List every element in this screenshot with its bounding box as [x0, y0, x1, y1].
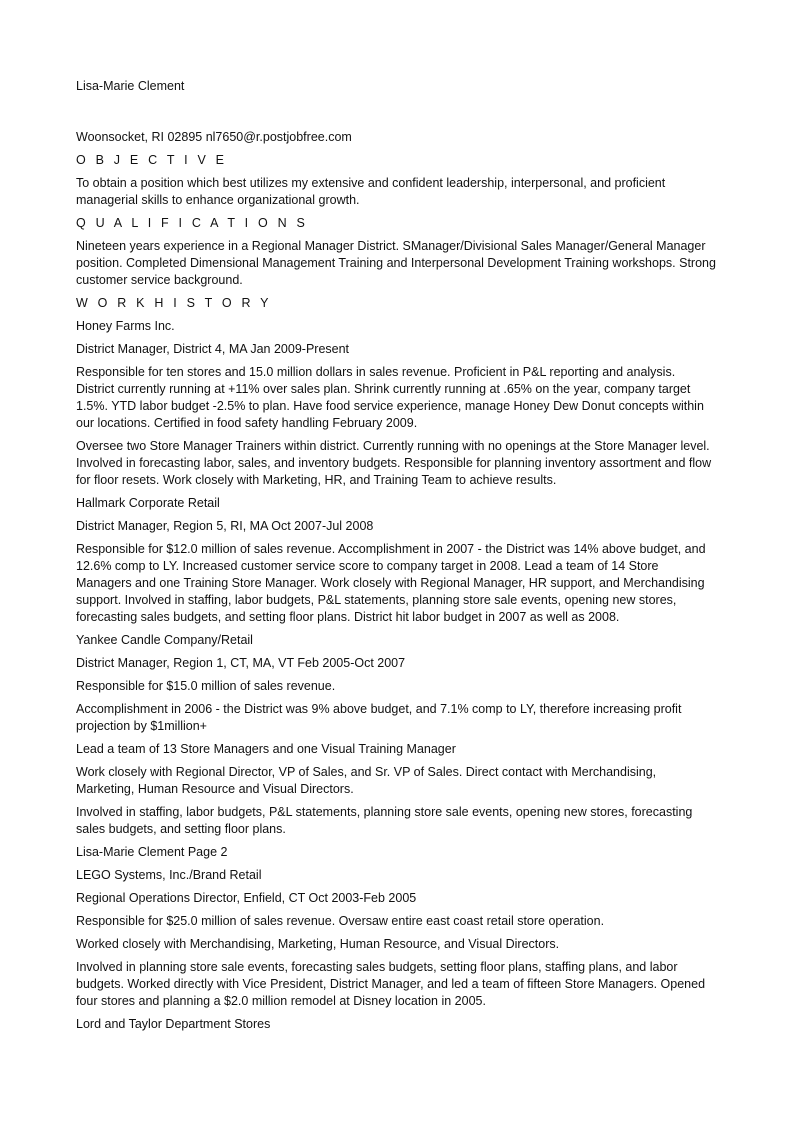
- work-history-line: Involved in planning store sale events, forecasting sales budgets, setting floor plans, staffing plans, and labor budgets. Worked directly with Vice President, District Manager, and led a team of fifteen Store Managers. Opened four stores and planning a $2.0 million remodel at Disney location in 2005.: [76, 960, 706, 1008]
- work-history-line: District Manager, Region 5, RI, MA Oct 2007-Jul 2008: [76, 519, 374, 533]
- work-history-line: District Manager, District 4, MA Jan 2009-Present: [76, 342, 350, 356]
- work-history-line: Lord and Taylor Department Stores: [76, 1017, 271, 1031]
- qualifications-text: Nineteen years experience in a Regional Manager District. SManager/Divisional Sales Manager/General Manager position. Completed Dimensional Management Training and Interpersonal Development Training workshops. Strong customer service background.: [76, 239, 716, 287]
- work-history-line: District Manager, Region 1, CT, MA, VT Feb 2005-Oct 2007: [76, 656, 406, 670]
- work-history-line: Responsible for ten stores and 15.0 million dollars in sales revenue. Proficient in P&L reporting and analysis. District currently running at +11% over sales plan. Shrink currently running at .65% on the year, company target 1.5%. YTD labor budget -2.5% to plan. Have food service experience, manage Honey Dew Donut concepts within our locations. Certified in food safety handling February 2009.: [76, 365, 704, 430]
- work-history-line: Lead a team of 13 Store Managers and one Visual Training Manager: [76, 742, 456, 756]
- work-history-list: [76, 318, 716, 1033]
- work-history-line: Responsible for $25.0 million of sales revenue. Oversaw entire east coast retail store operation.: [76, 914, 605, 928]
- objective-text: To obtain a position which best utilizes my extensive and confident leadership, interpersonal, and proficient managerial skills to enhance organizational growth.: [76, 176, 666, 207]
- work-history-line: Yankee Candle Company/Retail: [76, 633, 253, 647]
- work-history-line: Work closely with Regional Director, VP of Sales, and Sr. VP of Sales. Direct contact with Merchandising, Marketing, Human Resource and Visual Directors.: [76, 765, 657, 796]
- work-history-line: LEGO Systems, Inc./Brand Retail: [76, 868, 262, 882]
- work-history-line: Responsible for $12.0 million of sales revenue. Accomplishment in 2007 - the District was 14% above budget, and 12.6% comp to LY. Increased customer service score to company target in 2008. Lead a team of 14 Store Managers and one Training Store Manager. Work closely with Regional Manager, HR support, and Merchandising support. Involved in staffing, labor budgets, P&L statements, planning store sale events, opening new stores, forecasting sales budgets, and setting floor plans. District hit labor budget in 2007 as well as 2008.: [76, 542, 706, 624]
- work-history-line: Honey Farms Inc.: [76, 319, 175, 333]
- candidate-name: Lisa-Marie Clement: [76, 79, 185, 93]
- work-history-line: Worked closely with Merchandising, Marketing, Human Resource, and Visual Directors.: [76, 937, 560, 951]
- work-history-line: Oversee two Store Manager Trainers within district. Currently running with no openings at the Store Manager level. Involved in forecasting labor, sales, and inventory budgets. Responsible for planning inventory assortment and flow for floor resets. Work closely with Marketing, HR, and Training Team to achieve results.: [76, 439, 712, 487]
- work-history-line: Involved in staffing, labor budgets, P&L statements, planning store sale events, opening new stores, forecasting sales budgets, and setting floor plans.: [76, 805, 693, 836]
- resume-content: [76, 78, 716, 1033]
- work-history-line: Lisa-Marie Clement Page 2: [76, 845, 228, 859]
- work-history-line: Regional Operations Director, Enfield, CT Oct 2003-Feb 2005: [76, 891, 417, 905]
- objective-heading: O B J E C T I V E: [76, 153, 228, 167]
- work-history-line: Hallmark Corporate Retail: [76, 496, 220, 510]
- qualifications-heading: Q U A L I F I C A T I O N S: [76, 216, 309, 230]
- work-history-line: Accomplishment in 2006 - the District was 9% above budget, and 7.1% comp to LY, therefore increasing profit projection by $1million+: [76, 702, 682, 733]
- work-history-line: Responsible for $15.0 million of sales revenue.: [76, 679, 336, 693]
- work-history-heading: W O R K H I S T O R Y: [76, 296, 272, 310]
- contact-line: Woonsocket, RI 02895 nl7650@r.postjobfree.com: [76, 130, 352, 144]
